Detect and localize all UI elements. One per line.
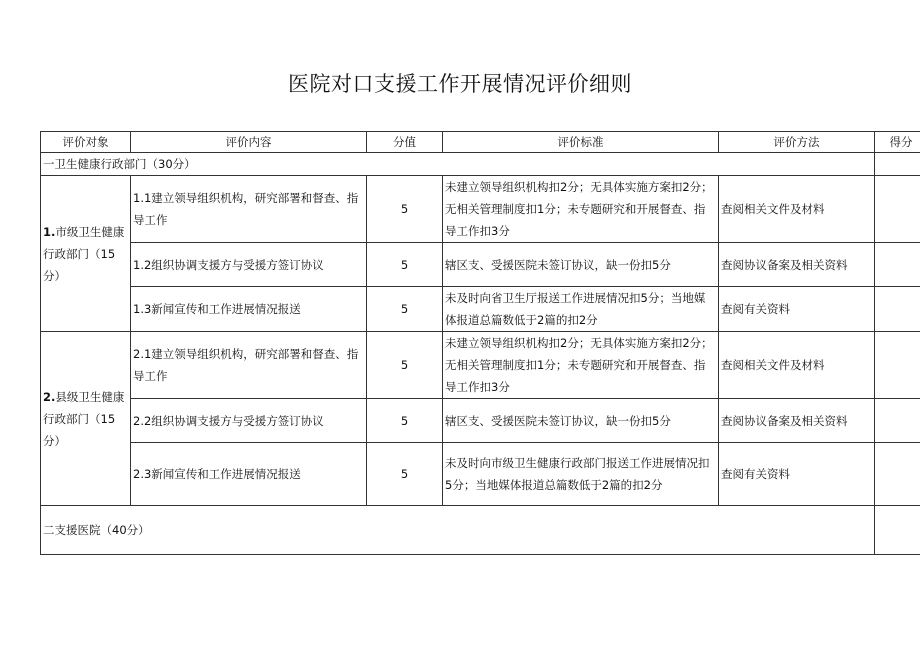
content-cell: 1.2组织协调支援方与受援方签订协议 [131,243,367,287]
table-row [41,332,920,399]
score-cell: 5 [367,332,443,399]
got-cell [875,399,920,443]
got-cell [875,176,920,243]
score-cell: 5 [367,243,443,287]
object-cell [41,332,131,506]
method-cell: 查阅相关文件及材料 [719,332,875,399]
header-got: 得分 [875,132,920,153]
object-number: 1. [43,224,56,239]
content-cell: 2.3新闻宣传和工作进展情况报送 [131,443,367,506]
section-row [41,153,920,176]
section-score-cell [875,506,920,555]
got-cell [875,332,920,399]
header-object: 评价对象 [41,132,131,153]
criteria-cell: 未及时向省卫生厅报送工作进展情况扣5分；当地媒体报道总篇数低于2篇的扣2分 [443,287,719,332]
table-row [41,176,920,243]
section-title: 二支援医院（40分） [41,506,875,555]
header-row [41,132,920,153]
table-row [41,243,920,287]
section-row [41,506,920,555]
section-title: 一卫生健康行政部门（30分） [41,153,875,176]
object-text: 县级卫生健康行政部门（15分） [43,389,125,448]
score-cell: 5 [367,176,443,243]
criteria-cell: 辖区支、受援医院未签订协议，缺一份扣5分 [443,399,719,443]
evaluation-table [40,131,920,555]
got-cell [875,243,920,287]
got-cell [875,287,920,332]
table-row [41,443,920,506]
criteria-cell: 辖区支、受援医院未签订协议，缺一份扣5分 [443,243,719,287]
score-cell: 5 [367,443,443,506]
content-cell: 2.1建立领导组织机构，研究部署和督查、指导工作 [131,332,367,399]
object-text: 市级卫生健康行政部门（15分） [43,224,125,283]
header-content: 评价内容 [131,132,367,153]
content-cell: 1.1建立领导组织机构，研究部署和督查、指导工作 [131,176,367,243]
content-cell: 1.3新闻宣传和工作进展情况报送 [131,287,367,332]
table-row [41,287,920,332]
method-cell: 查阅有关资料 [719,287,875,332]
object-cell [41,176,131,332]
method-cell: 查阅有关资料 [719,443,875,506]
header-score: 分值 [367,132,443,153]
method-cell: 查阅相关文件及材料 [719,176,875,243]
object-number: 2. [43,389,56,404]
header-criteria: 评价标准 [443,132,719,153]
method-cell: 查阅协议备案及相关资料 [719,399,875,443]
got-cell [875,443,920,506]
criteria-cell: 未及时向市级卫生健康行政部门报送工作进展情况扣5分；当地媒体报道总篇数低于2篇的扣2分 [443,443,719,506]
score-cell: 5 [367,399,443,443]
content-cell: 2.2组织协调支援方与受援方签订协议 [131,399,367,443]
method-cell: 查阅协议备案及相关资料 [719,243,875,287]
criteria-cell: 未建立领导组织机构扣2分；无具体实施方案扣2分；无相关管理制度扣1分；未专题研究和开展督查、指导工作扣3分 [443,176,719,243]
score-cell: 5 [367,287,443,332]
document-title: 医院对口支援工作开展情况评价细则 [288,72,632,96]
criteria-cell: 未建立领导组织机构扣2分；无具体实施方案扣2分；无相关管理制度扣1分；未专题研究和开展督查、指导工作扣3分 [443,332,719,399]
header-method: 评价方法 [719,132,875,153]
table-row [41,399,920,443]
section-score-cell [875,153,920,176]
